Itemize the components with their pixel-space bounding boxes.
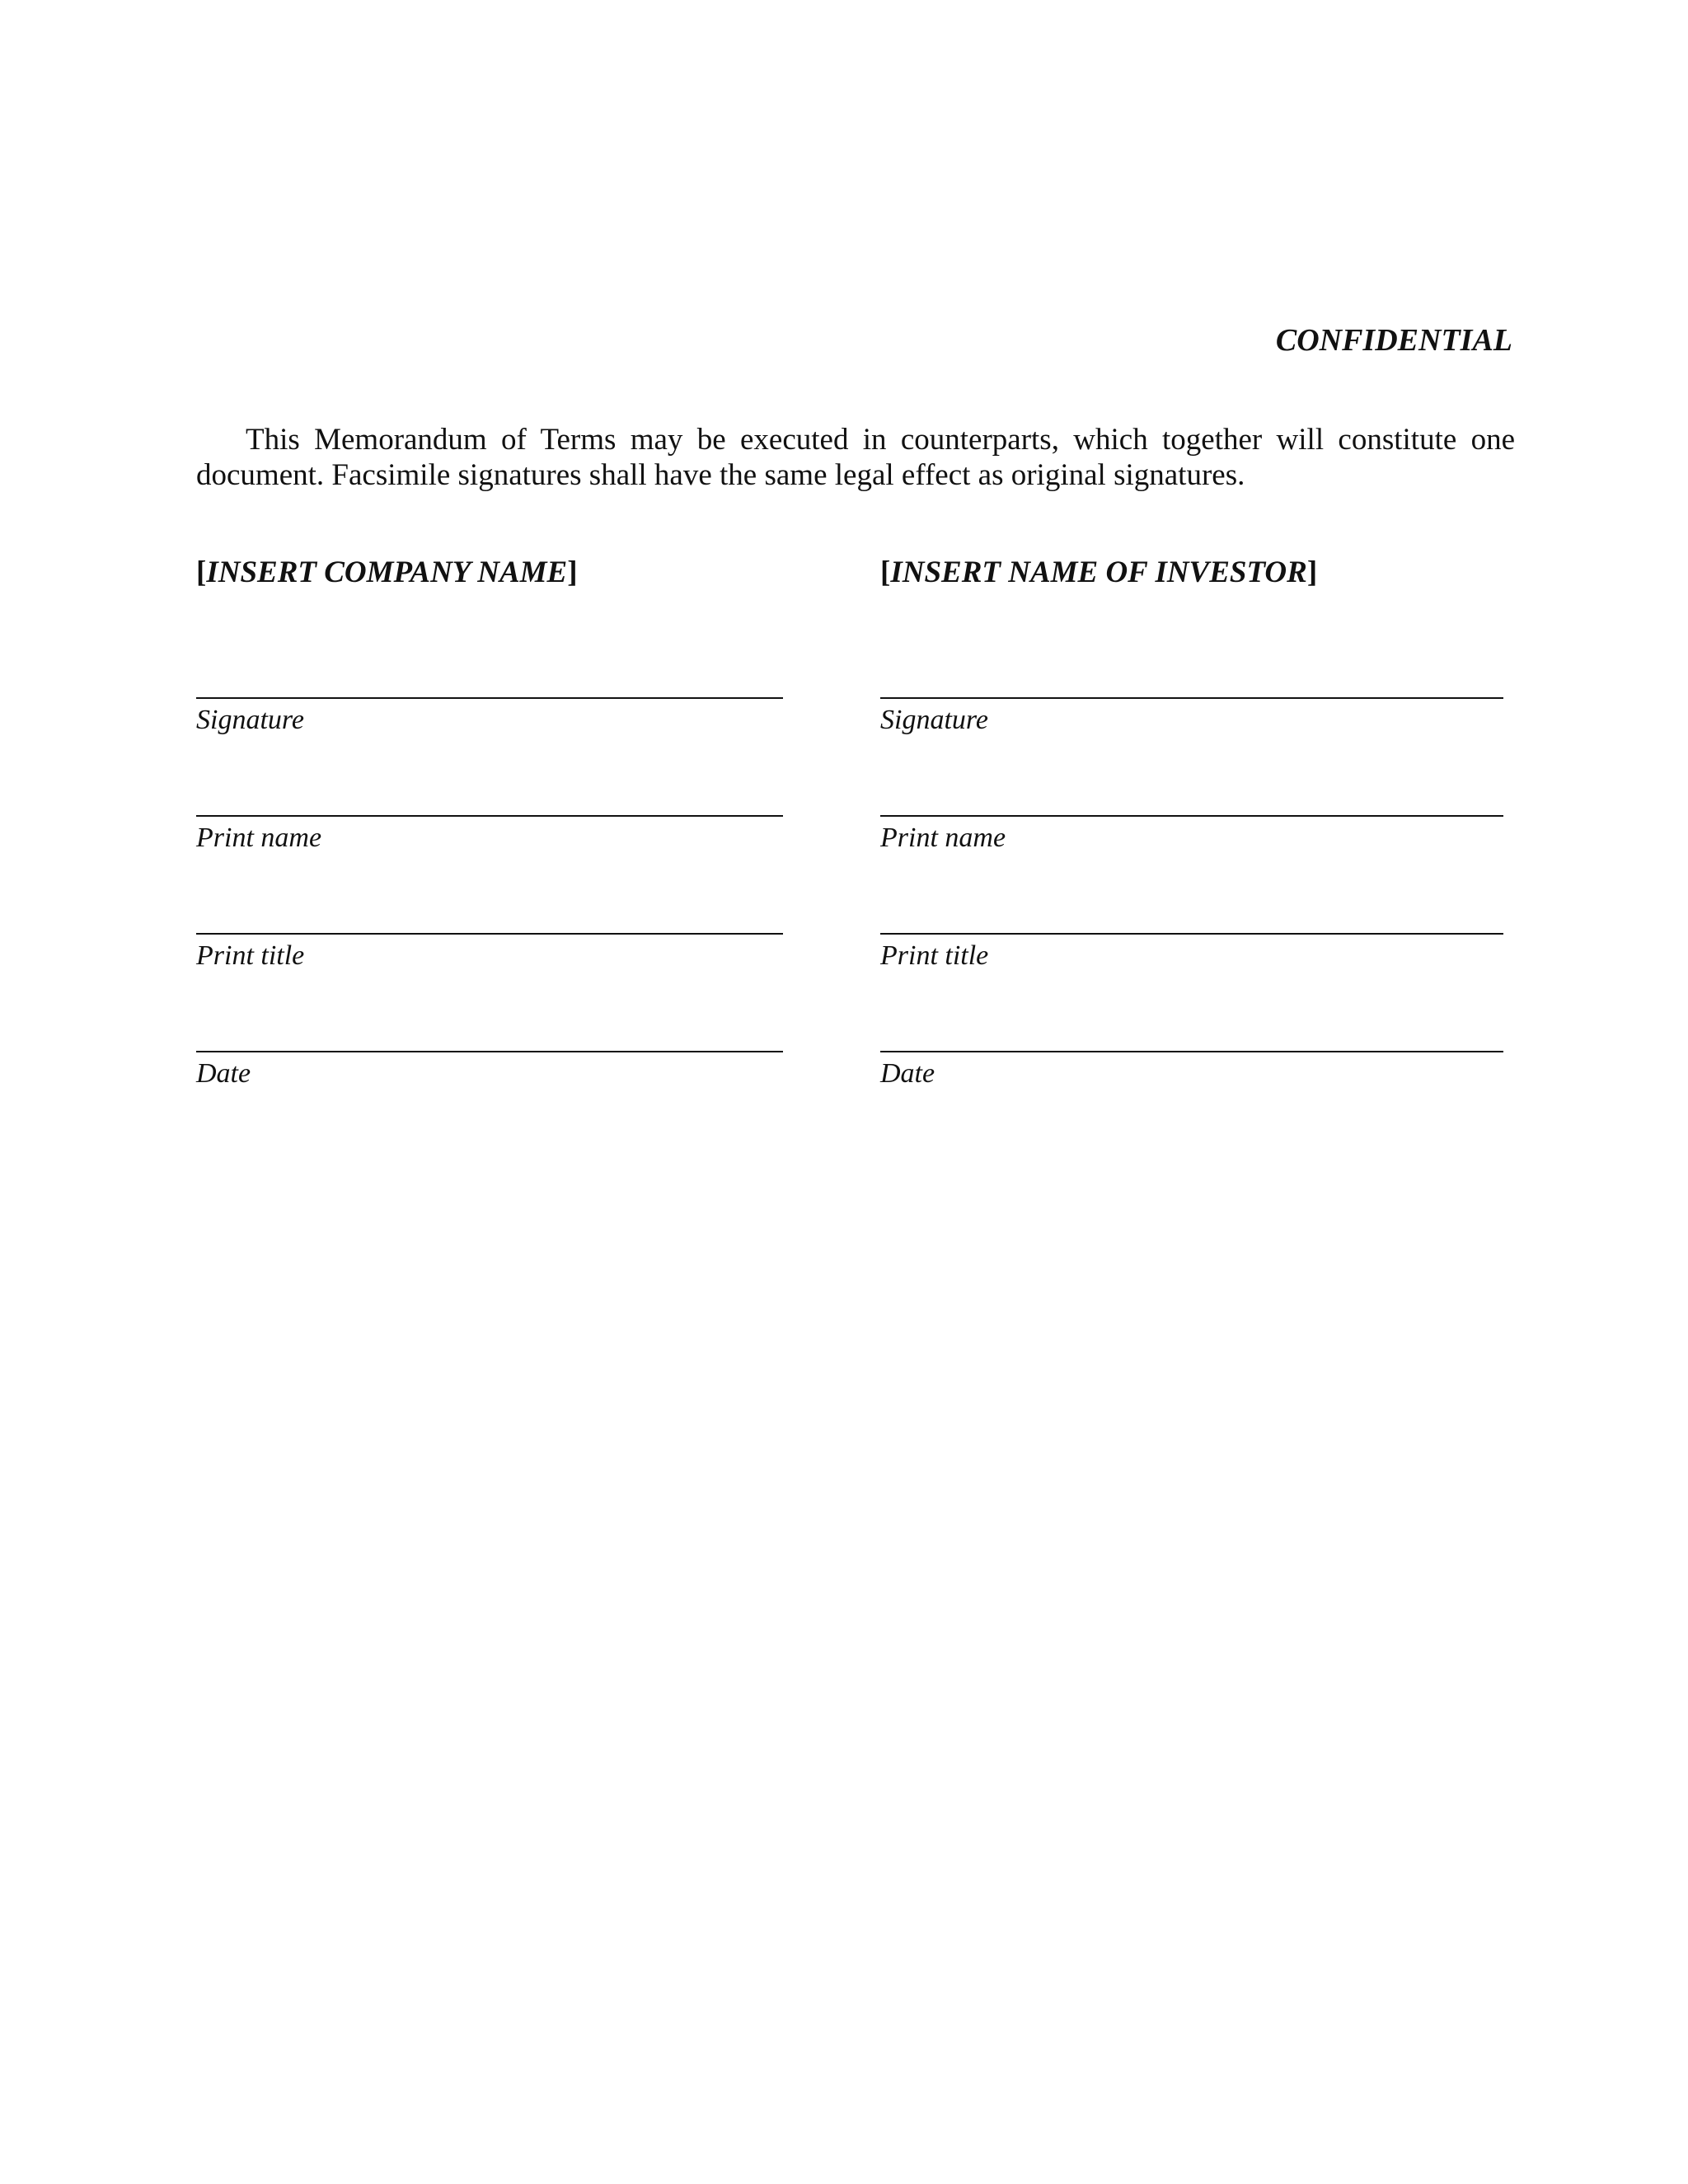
bracket-close: ] [1306, 555, 1318, 589]
bracket-open: [ [196, 555, 207, 589]
field-label: Date [880, 1058, 935, 1089]
signature-line[interactable] [880, 1051, 1503, 1052]
signature-line[interactable] [880, 697, 1503, 699]
company-print-title-field [196, 933, 783, 972]
investor-name-placeholder [880, 554, 1503, 592]
signature-line[interactable] [196, 1051, 783, 1052]
signature-line[interactable] [196, 933, 783, 935]
company-signature-field [196, 697, 783, 737]
investor-signature-field [880, 697, 1503, 737]
investor-print-title-field [880, 933, 1503, 972]
investor-date-field [880, 1051, 1503, 1090]
bracket-close: ] [567, 555, 578, 589]
confidential-label: CONFIDENTIAL [1275, 323, 1512, 358]
signature-line[interactable] [880, 815, 1503, 817]
signature-line[interactable] [196, 697, 783, 699]
signature-line[interactable] [196, 815, 783, 817]
investor-print-name-field [880, 815, 1503, 855]
field-label: Print name [880, 823, 1006, 853]
company-name-placeholder [196, 554, 783, 592]
field-label: Signature [196, 705, 304, 735]
field-label: Print name [196, 823, 322, 853]
company-print-name-field [196, 815, 783, 855]
field-label: Print title [880, 940, 989, 971]
investor-name-text: INSERT NAME OF INVESTOR [890, 555, 1307, 589]
company-signature-block [196, 554, 783, 1089]
signature-line[interactable] [880, 933, 1503, 935]
bracket-open: [ [880, 555, 891, 589]
counterparts-paragraph: This Memorandum of Terms may be executed in counterparts, which together will constitute one document. Facsimile signatures shall have the same legal effect as original signatures. [196, 423, 1515, 492]
company-date-field [196, 1051, 783, 1090]
field-label: Print title [196, 940, 305, 971]
investor-signature-block [880, 554, 1503, 1089]
company-name-text: INSERT COMPANY NAME [206, 555, 568, 589]
field-label: Date [196, 1058, 251, 1089]
field-label: Signature [880, 705, 988, 735]
